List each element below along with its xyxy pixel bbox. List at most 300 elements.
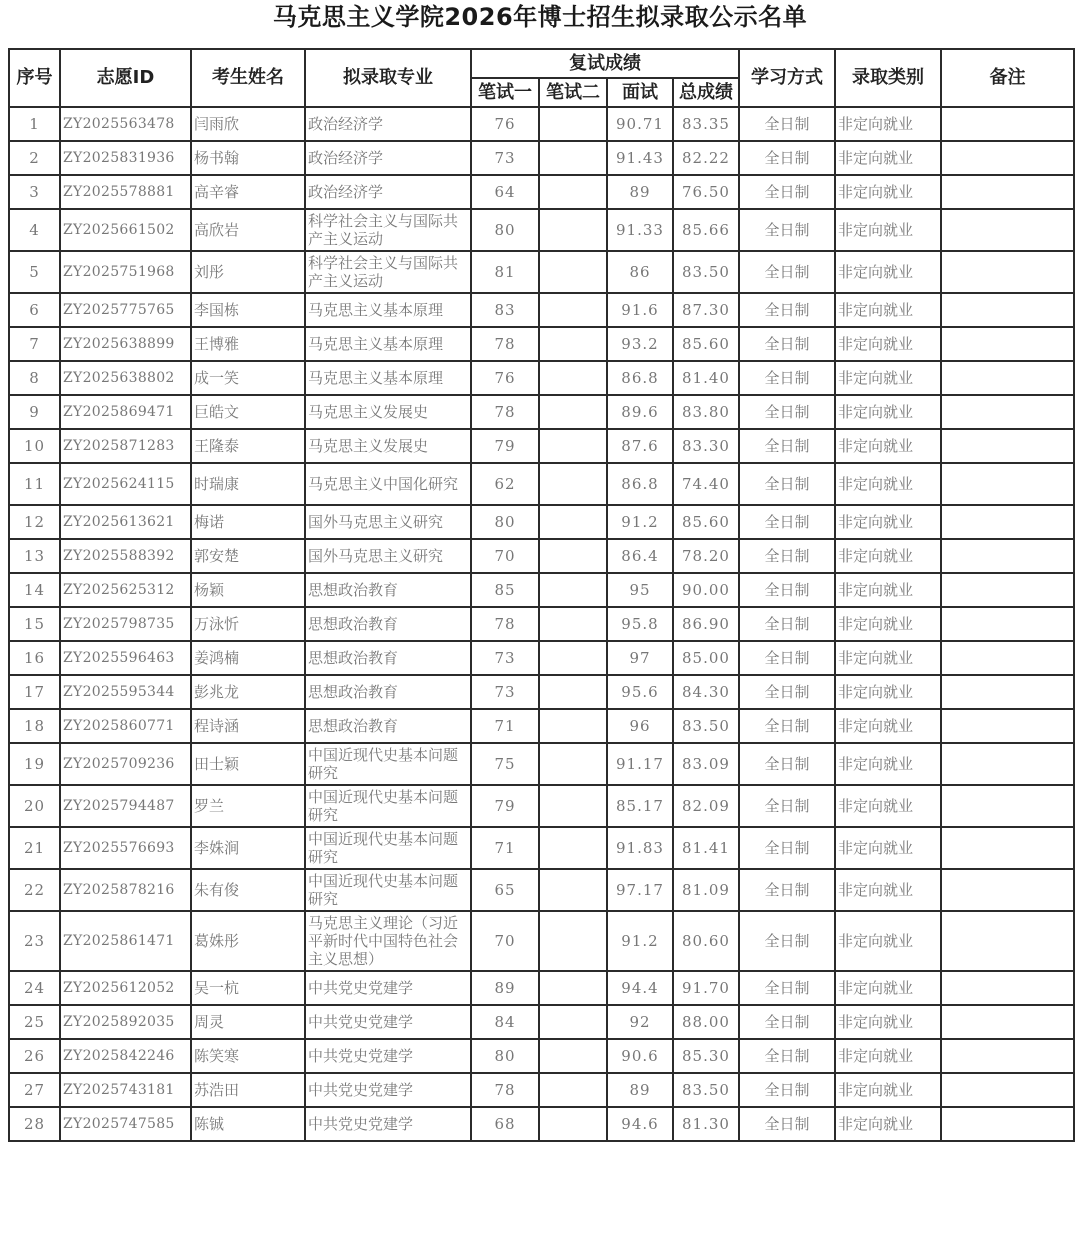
cell-category: 非定向就业 (835, 869, 941, 911)
cell-seq: 23 (9, 911, 60, 971)
cell-seq: 3 (9, 175, 60, 209)
cell-written1: 70 (471, 539, 539, 573)
table-row (9, 539, 1074, 573)
cell-total: 83.30 (673, 429, 739, 463)
cell-remark (941, 827, 1074, 869)
cell-interview: 97.17 (607, 869, 673, 911)
cell-total: 80.60 (673, 911, 739, 971)
cell-total: 76.50 (673, 175, 739, 209)
cell-study-mode: 全日制 (739, 827, 835, 869)
cell-remark (941, 1005, 1074, 1039)
cell-category: 非定向就业 (835, 827, 941, 869)
table-row (9, 911, 1074, 971)
cell-remark (941, 607, 1074, 641)
cell-written2 (539, 1073, 607, 1107)
table-row (9, 107, 1074, 141)
cell-remark (941, 327, 1074, 361)
cell-major: 马克思主义基本原理 (305, 361, 471, 395)
table-row (9, 293, 1074, 327)
cell-name: 成一笑 (191, 361, 305, 395)
cell-major: 科学社会主义与国际共产主义运动 (305, 251, 471, 293)
cell-written1: 70 (471, 911, 539, 971)
header-written1: 笔试一 (471, 78, 539, 107)
cell-written2 (539, 395, 607, 429)
cell-total: 91.70 (673, 971, 739, 1005)
cell-remark (941, 293, 1074, 327)
cell-study-mode: 全日制 (739, 1005, 835, 1039)
cell-study-mode: 全日制 (739, 1039, 835, 1073)
table-header (9, 49, 1074, 107)
cell-interview: 89 (607, 175, 673, 209)
cell-total: 85.30 (673, 1039, 739, 1073)
cell-interview: 96 (607, 709, 673, 743)
cell-major: 中共党史党建学 (305, 1039, 471, 1073)
cell-total: 85.00 (673, 641, 739, 675)
cell-seq: 10 (9, 429, 60, 463)
cell-major: 思想政治教育 (305, 675, 471, 709)
table-row (9, 573, 1074, 607)
cell-written1: 68 (471, 1107, 539, 1141)
cell-category: 非定向就业 (835, 209, 941, 251)
cell-category: 非定向就业 (835, 785, 941, 827)
cell-remark (941, 785, 1074, 827)
cell-written1: 78 (471, 607, 539, 641)
cell-written2 (539, 463, 607, 505)
cell-written2 (539, 971, 607, 1005)
page-title: 马克思主义学院2026年博士招生拟录取公示名单 (272, 3, 808, 31)
cell-written2 (539, 573, 607, 607)
cell-total: 82.09 (673, 785, 739, 827)
cell-study-mode: 全日制 (739, 971, 835, 1005)
cell-total: 83.50 (673, 709, 739, 743)
cell-interview: 91.83 (607, 827, 673, 869)
cell-study-mode: 全日制 (739, 107, 835, 141)
cell-category: 非定向就业 (835, 911, 941, 971)
cell-major: 马克思主义基本原理 (305, 327, 471, 361)
cell-name: 王博雅 (191, 327, 305, 361)
cell-id: ZY2025751968 (60, 251, 191, 293)
cell-category: 非定向就业 (835, 327, 941, 361)
cell-major: 中共党史党建学 (305, 1005, 471, 1039)
table-row (9, 209, 1074, 251)
cell-total: 81.30 (673, 1107, 739, 1141)
cell-id: ZY2025612052 (60, 971, 191, 1005)
cell-written2 (539, 209, 607, 251)
cell-written1: 78 (471, 327, 539, 361)
cell-category: 非定向就业 (835, 539, 941, 573)
cell-total: 84.30 (673, 675, 739, 709)
cell-study-mode: 全日制 (739, 675, 835, 709)
cell-written1: 79 (471, 785, 539, 827)
cell-seq: 22 (9, 869, 60, 911)
cell-interview: 91.17 (607, 743, 673, 785)
cell-name: 时瑞康 (191, 463, 305, 505)
cell-id: ZY2025892035 (60, 1005, 191, 1039)
cell-seq: 17 (9, 675, 60, 709)
cell-seq: 7 (9, 327, 60, 361)
table-row (9, 175, 1074, 209)
cell-written1: 80 (471, 209, 539, 251)
cell-seq: 28 (9, 1107, 60, 1141)
cell-name: 彭兆龙 (191, 675, 305, 709)
table-row (9, 141, 1074, 175)
cell-remark (941, 395, 1074, 429)
cell-seq: 4 (9, 209, 60, 251)
cell-category: 非定向就业 (835, 361, 941, 395)
cell-written1: 84 (471, 1005, 539, 1039)
cell-id: ZY2025871283 (60, 429, 191, 463)
cell-interview: 86.4 (607, 539, 673, 573)
cell-name: 田士颖 (191, 743, 305, 785)
cell-study-mode: 全日制 (739, 539, 835, 573)
cell-major: 中共党史党建学 (305, 1073, 471, 1107)
cell-seq: 12 (9, 505, 60, 539)
cell-written2 (539, 539, 607, 573)
cell-remark (941, 505, 1074, 539)
cell-major: 国外马克思主义研究 (305, 505, 471, 539)
cell-total: 85.60 (673, 505, 739, 539)
cell-interview: 86.8 (607, 361, 673, 395)
cell-study-mode: 全日制 (739, 293, 835, 327)
cell-written1: 73 (471, 141, 539, 175)
cell-name: 高欣岩 (191, 209, 305, 251)
cell-written2 (539, 607, 607, 641)
cell-interview: 87.6 (607, 429, 673, 463)
cell-total: 81.09 (673, 869, 739, 911)
cell-written1: 85 (471, 573, 539, 607)
cell-remark (941, 209, 1074, 251)
cell-study-mode: 全日制 (739, 361, 835, 395)
table-row (9, 709, 1074, 743)
cell-interview: 97 (607, 641, 673, 675)
table-row (9, 327, 1074, 361)
cell-total: 78.20 (673, 539, 739, 573)
cell-major: 马克思主义中国化研究 (305, 463, 471, 505)
cell-id: ZY2025869471 (60, 395, 191, 429)
cell-category: 非定向就业 (835, 293, 941, 327)
cell-interview: 95.8 (607, 607, 673, 641)
cell-written2 (539, 251, 607, 293)
cell-remark (941, 709, 1074, 743)
cell-name: 吴一杭 (191, 971, 305, 1005)
cell-id: ZY2025775765 (60, 293, 191, 327)
cell-study-mode: 全日制 (739, 209, 835, 251)
cell-name: 王隆泰 (191, 429, 305, 463)
cell-major: 国外马克思主义研究 (305, 539, 471, 573)
cell-id: ZY2025794487 (60, 785, 191, 827)
cell-category: 非定向就业 (835, 573, 941, 607)
cell-remark (941, 361, 1074, 395)
cell-study-mode: 全日制 (739, 175, 835, 209)
cell-written1: 62 (471, 463, 539, 505)
header-category: 录取类别 (835, 49, 941, 107)
cell-major: 思想政治教育 (305, 641, 471, 675)
cell-name: 周灵 (191, 1005, 305, 1039)
cell-written2 (539, 785, 607, 827)
header-total: 总成绩 (673, 78, 739, 107)
cell-study-mode: 全日制 (739, 429, 835, 463)
cell-interview: 91.6 (607, 293, 673, 327)
cell-category: 非定向就业 (835, 395, 941, 429)
cell-name: 杨书翰 (191, 141, 305, 175)
cell-name: 闫雨欣 (191, 107, 305, 141)
cell-id: ZY2025588392 (60, 539, 191, 573)
cell-written2 (539, 1039, 607, 1073)
cell-study-mode: 全日制 (739, 911, 835, 971)
cell-name: 巨皓文 (191, 395, 305, 429)
cell-remark (941, 641, 1074, 675)
cell-major: 马克思主义发展史 (305, 429, 471, 463)
cell-study-mode: 全日制 (739, 641, 835, 675)
cell-written2 (539, 1107, 607, 1141)
cell-written2 (539, 175, 607, 209)
cell-total: 82.22 (673, 141, 739, 175)
cell-name: 苏浩田 (191, 1073, 305, 1107)
cell-major: 思想政治教育 (305, 709, 471, 743)
cell-written1: 71 (471, 709, 539, 743)
cell-interview: 94.4 (607, 971, 673, 1005)
cell-total: 88.00 (673, 1005, 739, 1039)
cell-interview: 90.71 (607, 107, 673, 141)
cell-remark (941, 463, 1074, 505)
cell-id: ZY2025596463 (60, 641, 191, 675)
cell-id: ZY2025638802 (60, 361, 191, 395)
cell-seq: 11 (9, 463, 60, 505)
cell-category: 非定向就业 (835, 1039, 941, 1073)
cell-seq: 8 (9, 361, 60, 395)
cell-remark (941, 1039, 1074, 1073)
cell-total: 83.50 (673, 251, 739, 293)
cell-remark (941, 971, 1074, 1005)
cell-total: 81.40 (673, 361, 739, 395)
cell-interview: 89.6 (607, 395, 673, 429)
cell-written1: 76 (471, 361, 539, 395)
cell-remark (941, 743, 1074, 785)
cell-category: 非定向就业 (835, 251, 941, 293)
cell-seq: 20 (9, 785, 60, 827)
cell-written1: 80 (471, 1039, 539, 1073)
cell-study-mode: 全日制 (739, 327, 835, 361)
cell-interview: 89 (607, 1073, 673, 1107)
cell-written1: 78 (471, 1073, 539, 1107)
cell-seq: 24 (9, 971, 60, 1005)
cell-id: ZY2025613621 (60, 505, 191, 539)
cell-written2 (539, 869, 607, 911)
cell-remark (941, 251, 1074, 293)
table-row (9, 1005, 1074, 1039)
table-row (9, 361, 1074, 395)
cell-major: 政治经济学 (305, 175, 471, 209)
header-major: 拟录取专业 (305, 49, 471, 107)
cell-id: ZY2025831936 (60, 141, 191, 175)
cell-seq: 2 (9, 141, 60, 175)
table-row (9, 1039, 1074, 1073)
cell-category: 非定向就业 (835, 141, 941, 175)
cell-remark (941, 1107, 1074, 1141)
cell-name: 梅诺 (191, 505, 305, 539)
cell-id: ZY2025860771 (60, 709, 191, 743)
cell-major: 中国近现代史基本问题研究 (305, 827, 471, 869)
cell-remark (941, 539, 1074, 573)
cell-written1: 78 (471, 395, 539, 429)
cell-id: ZY2025878216 (60, 869, 191, 911)
table-row (9, 1107, 1074, 1141)
cell-category: 非定向就业 (835, 743, 941, 785)
cell-id: ZY2025743181 (60, 1073, 191, 1107)
header-seq: 序号 (9, 49, 60, 107)
cell-written1: 71 (471, 827, 539, 869)
cell-written2 (539, 675, 607, 709)
cell-name: 葛姝彤 (191, 911, 305, 971)
cell-interview: 86.8 (607, 463, 673, 505)
cell-id: ZY2025595344 (60, 675, 191, 709)
table-body (9, 107, 1074, 1141)
cell-total: 83.50 (673, 1073, 739, 1107)
cell-category: 非定向就业 (835, 709, 941, 743)
cell-written1: 65 (471, 869, 539, 911)
cell-total: 74.40 (673, 463, 739, 505)
cell-name: 罗兰 (191, 785, 305, 827)
cell-written1: 76 (471, 107, 539, 141)
cell-category: 非定向就业 (835, 1073, 941, 1107)
cell-category: 非定向就业 (835, 607, 941, 641)
header-id: 志愿ID (60, 49, 191, 107)
cell-interview: 86 (607, 251, 673, 293)
cell-name: 陈铖 (191, 1107, 305, 1141)
cell-seq: 14 (9, 573, 60, 607)
cell-written1: 80 (471, 505, 539, 539)
cell-written2 (539, 327, 607, 361)
cell-written2 (539, 141, 607, 175)
cell-major: 中国近现代史基本问题研究 (305, 869, 471, 911)
table-row (9, 641, 1074, 675)
cell-written1: 75 (471, 743, 539, 785)
cell-seq: 13 (9, 539, 60, 573)
cell-seq: 15 (9, 607, 60, 641)
cell-category: 非定向就业 (835, 1107, 941, 1141)
cell-category: 非定向就业 (835, 675, 941, 709)
cell-written2 (539, 293, 607, 327)
table-row (9, 607, 1074, 641)
cell-study-mode: 全日制 (739, 1107, 835, 1141)
cell-seq: 21 (9, 827, 60, 869)
cell-name: 陈笑寒 (191, 1039, 305, 1073)
cell-study-mode: 全日制 (739, 505, 835, 539)
cell-major: 政治经济学 (305, 107, 471, 141)
cell-name: 李姝涧 (191, 827, 305, 869)
cell-name: 程诗涵 (191, 709, 305, 743)
cell-major: 马克思主义发展史 (305, 395, 471, 429)
cell-remark (941, 141, 1074, 175)
cell-major: 中国近现代史基本问题研究 (305, 785, 471, 827)
table-row (9, 395, 1074, 429)
cell-total: 83.09 (673, 743, 739, 785)
cell-study-mode: 全日制 (739, 785, 835, 827)
cell-written1: 81 (471, 251, 539, 293)
cell-interview: 91.43 (607, 141, 673, 175)
header-retest-group: 复试成绩 (471, 49, 739, 78)
cell-written1: 89 (471, 971, 539, 1005)
cell-written1: 64 (471, 175, 539, 209)
cell-interview: 91.2 (607, 911, 673, 971)
cell-total: 85.60 (673, 327, 739, 361)
cell-remark (941, 675, 1074, 709)
cell-written2 (539, 361, 607, 395)
table-row (9, 971, 1074, 1005)
cell-total: 85.66 (673, 209, 739, 251)
cell-id: ZY2025842246 (60, 1039, 191, 1073)
cell-interview: 94.6 (607, 1107, 673, 1141)
admission-table (8, 48, 1075, 1142)
cell-remark (941, 1073, 1074, 1107)
cell-written2 (539, 1005, 607, 1039)
cell-major: 思想政治教育 (305, 573, 471, 607)
cell-remark (941, 429, 1074, 463)
header-interview: 面试 (607, 78, 673, 107)
cell-id: ZY2025798735 (60, 607, 191, 641)
cell-major: 思想政治教育 (305, 607, 471, 641)
cell-name: 高辛睿 (191, 175, 305, 209)
cell-total: 90.00 (673, 573, 739, 607)
cell-seq: 9 (9, 395, 60, 429)
cell-study-mode: 全日制 (739, 1073, 835, 1107)
header-written2: 笔试二 (539, 78, 607, 107)
cell-category: 非定向就业 (835, 175, 941, 209)
cell-study-mode: 全日制 (739, 573, 835, 607)
cell-name: 李国栋 (191, 293, 305, 327)
table-row (9, 251, 1074, 293)
cell-category: 非定向就业 (835, 971, 941, 1005)
cell-major: 马克思主义基本原理 (305, 293, 471, 327)
cell-total: 86.90 (673, 607, 739, 641)
cell-written2 (539, 911, 607, 971)
cell-total: 81.41 (673, 827, 739, 869)
cell-interview: 92 (607, 1005, 673, 1039)
cell-study-mode: 全日制 (739, 869, 835, 911)
cell-major: 中共党史党建学 (305, 971, 471, 1005)
cell-id: ZY2025624115 (60, 463, 191, 505)
cell-major: 政治经济学 (305, 141, 471, 175)
cell-name: 郭安楚 (191, 539, 305, 573)
cell-study-mode: 全日制 (739, 607, 835, 641)
table-row (9, 743, 1074, 785)
cell-category: 非定向就业 (835, 1005, 941, 1039)
header-study-mode: 学习方式 (739, 49, 835, 107)
cell-seq: 6 (9, 293, 60, 327)
cell-id: ZY2025747585 (60, 1107, 191, 1141)
cell-category: 非定向就业 (835, 641, 941, 675)
cell-interview: 85.17 (607, 785, 673, 827)
cell-remark (941, 107, 1074, 141)
cell-remark (941, 175, 1074, 209)
cell-interview: 90.6 (607, 1039, 673, 1073)
table-row (9, 429, 1074, 463)
cell-name: 朱有俊 (191, 869, 305, 911)
header-remark: 备注 (941, 49, 1074, 107)
cell-total: 83.80 (673, 395, 739, 429)
cell-major: 中共党史党建学 (305, 1107, 471, 1141)
cell-remark (941, 573, 1074, 607)
cell-written1: 73 (471, 641, 539, 675)
cell-category: 非定向就业 (835, 107, 941, 141)
cell-written1: 73 (471, 675, 539, 709)
cell-study-mode: 全日制 (739, 709, 835, 743)
table-row (9, 869, 1074, 911)
cell-written2 (539, 827, 607, 869)
cell-seq: 18 (9, 709, 60, 743)
cell-written2 (539, 641, 607, 675)
cell-written2 (539, 505, 607, 539)
